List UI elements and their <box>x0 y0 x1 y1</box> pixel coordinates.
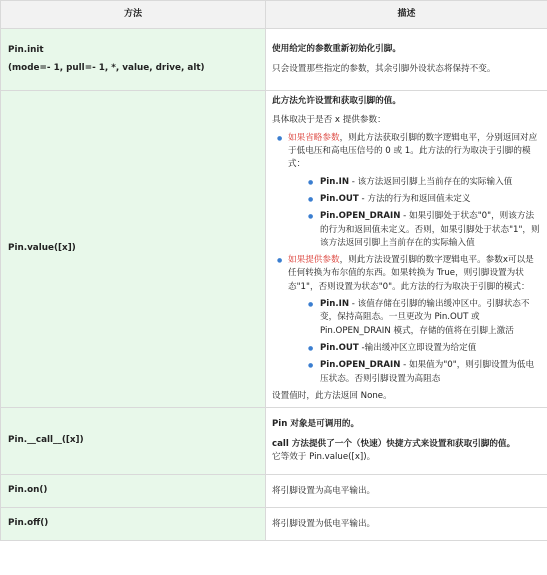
table-row <box>1 508 547 541</box>
description-footer: 设置值时，此方法返回 None。 <box>272 390 392 401</box>
case-text: ，则此方法设置引脚的数字逻辑电平。参数x可以是任何转换为布尔值的东西。如果转换为 True，则引脚设置为状态"1"，否则设置为状态"0"。此方法的行为取决于引脚的模式： <box>288 255 534 292</box>
table-row <box>1 408 547 475</box>
mode-key: Pin.OPEN_DRAIN <box>320 211 401 222</box>
description-text: 将引脚设置为高电平输出。 <box>272 485 376 496</box>
header-description: 描述 <box>266 1 547 29</box>
mode-list <box>288 176 541 251</box>
mode-text: - 如果引脚处于状态"0"，则该方法的行为和返回值未定义。否则，如果引脚处于状态"1"，则该方法返回引脚上当前存在的实际输入值 <box>320 211 540 248</box>
table-row <box>1 29 547 91</box>
mode-text: - 该值存储在引脚的输出缓冲区中。引脚状态不变，保持高阻态。一旦更改为 Pin.OUT 或 Pin.OPEN_DRAIN 模式，存储的值将在引脚上激活 <box>320 299 530 336</box>
mode-text: - 如果值为"0"，则引脚设置为低电压状态。否则引脚设置为高阻态 <box>320 360 535 384</box>
description-cell <box>266 408 547 475</box>
description-summary: 使用给定的参数重新初始化引脚。 <box>272 44 401 55</box>
mode-key: Pin.IN <box>320 176 350 187</box>
method-name: Pin.off() <box>8 518 49 529</box>
description-text: 只会设置那些指定的参数，其余引脚外设状态将保持不变。 <box>272 63 496 74</box>
list-item <box>320 342 541 355</box>
method-name: Pin.on() <box>8 485 48 496</box>
description-summary: 此方法允许设置和获取引脚的值。 <box>272 96 401 106</box>
list-item <box>288 254 541 386</box>
mode-text: -输出缓冲区立即设置为给定值 <box>358 343 477 353</box>
mode-key: Pin.OUT <box>320 343 359 353</box>
header-row <box>1 1 547 29</box>
method-name: Pin.value([x]) <box>8 243 76 254</box>
table-row <box>1 475 547 508</box>
description-cell <box>266 508 547 541</box>
list-item <box>320 298 541 338</box>
method-name-cell <box>1 408 266 475</box>
table-row <box>1 91 547 408</box>
mode-text: - 该方法返回引脚上当前存在的实际输入值 <box>349 176 513 187</box>
mode-key: Pin.OUT <box>320 193 359 204</box>
description-text: 将引脚设置为低电平输出。 <box>272 518 376 529</box>
description-cell <box>266 91 547 408</box>
list-item <box>320 176 541 189</box>
list-item <box>320 193 541 206</box>
mode-list <box>288 298 541 386</box>
mode-text: - 方法的行为和返回值未定义 <box>358 193 471 204</box>
method-name: Pin.__call__([x]) <box>8 435 84 446</box>
method-name: Pin.init <box>8 44 44 55</box>
list-item <box>320 210 541 250</box>
description-text: 它等效于 Pin.value([x])。 <box>272 451 376 462</box>
method-signature: (mode=- 1, pull=- 1, *, value, drive, alt) <box>8 62 205 73</box>
mode-key: Pin.OPEN_DRAIN <box>320 360 401 371</box>
list-item <box>288 132 541 251</box>
description-intro: 具体取决于是否 x 提供参数： <box>272 115 386 126</box>
case-lead: 如果省略参数 <box>288 132 340 143</box>
case-text: ，则此方法获取引脚的数字逻辑电平，分别返回对应于低电压和高电压信号的 0 或 1。此方法的行为取决于引脚的模式： <box>288 132 538 170</box>
method-name-cell <box>1 91 266 408</box>
header-method: 方法 <box>1 1 266 29</box>
description-detail: call 方法提供了一个（快速）快捷方式来设置和获取引脚的值。 <box>272 438 516 449</box>
list-item <box>320 359 541 386</box>
description-cell <box>266 29 547 91</box>
description-cell <box>266 475 547 508</box>
case-list <box>272 132 541 386</box>
method-name-cell <box>1 508 266 541</box>
method-name-cell <box>1 29 266 91</box>
mode-key: Pin.IN <box>320 299 350 310</box>
description-summary: Pin 对象是可调用的。 <box>272 419 360 430</box>
method-name-cell <box>1 475 266 508</box>
case-lead: 如果提供参数 <box>288 255 340 266</box>
